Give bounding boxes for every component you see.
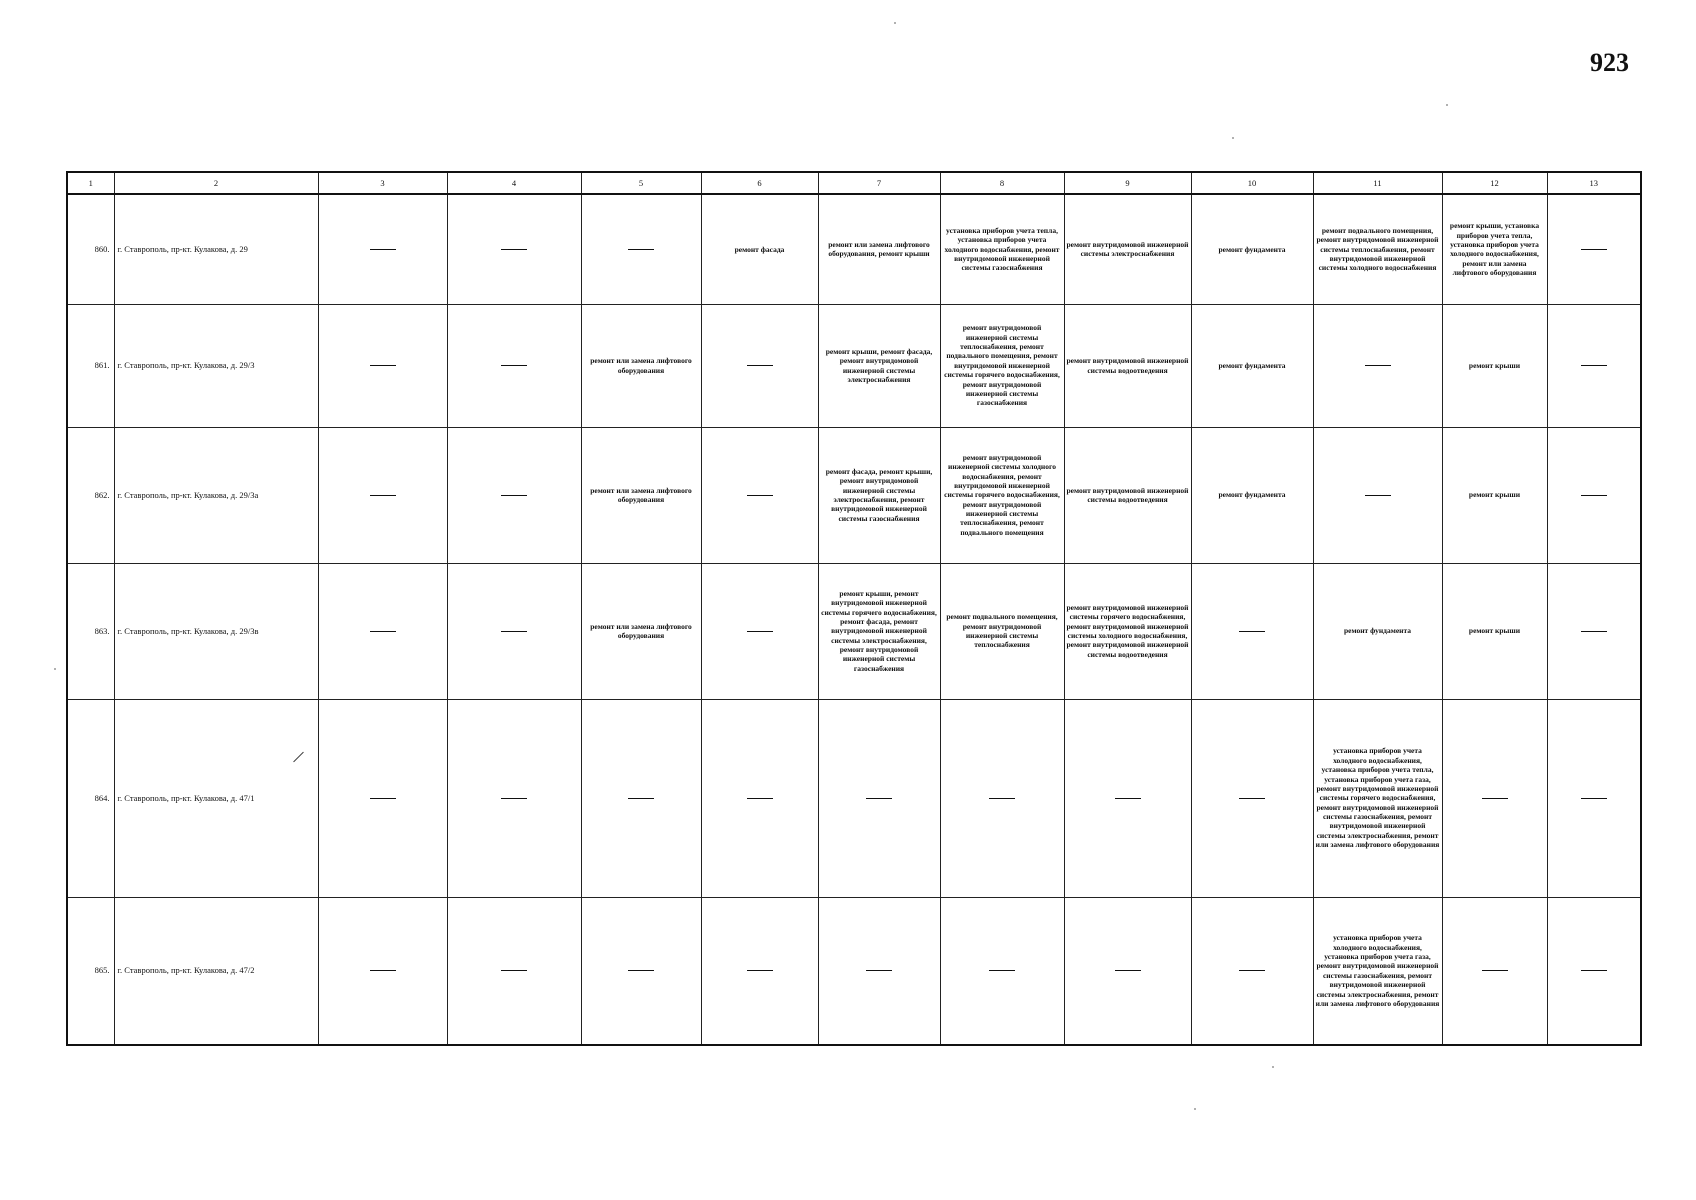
cell-col-13 — [1547, 304, 1641, 427]
cell-col-9: ремонт внутридомовой инженерной системы водоотведения — [1064, 304, 1191, 427]
table-row — [67, 563, 1641, 699]
scan-speck — [54, 668, 56, 670]
cell-col-9 — [1064, 897, 1191, 1045]
cell-col-3 — [318, 897, 447, 1045]
dash-mark — [989, 970, 1015, 971]
cell-col-3 — [318, 563, 447, 699]
cell-col-6 — [701, 897, 818, 1045]
dash-mark — [1365, 495, 1391, 496]
dash-mark — [370, 249, 396, 250]
dash-mark — [747, 631, 773, 632]
scan-speck — [1272, 1066, 1274, 1068]
table-row — [67, 427, 1641, 563]
table-row — [67, 194, 1641, 304]
cell-col-11: установка приборов учета холодного водоснабжения, установка приборов учета тепла, установка приборов учета газа, ремонт внутридомовой инженерной системы горячего водоснабжения, ремонт внутридомовой инженерной системы газоснабжения, ремонт внутридомовой инженерной системы электроснабжения, ремонт или замена лифтового оборудования — [1313, 699, 1442, 897]
dash-mark — [1239, 798, 1265, 799]
address-cell: г. Ставрополь, пр-кт. Кулакова, д. 47/2 — [114, 897, 318, 1045]
cell-col-5 — [581, 194, 701, 304]
dash-mark — [747, 798, 773, 799]
cell-col-6 — [701, 427, 818, 563]
scan-speck — [894, 22, 896, 24]
dash-mark — [501, 249, 527, 250]
dash-mark — [1581, 495, 1607, 496]
cell-col-10: ремонт фундамента — [1191, 194, 1313, 304]
cell-col-4 — [447, 897, 581, 1045]
dash-mark — [1482, 970, 1508, 971]
cell-col-10 — [1191, 563, 1313, 699]
address-cell: г. Ставрополь, пр-кт. Кулакова, д. 47/1 — [114, 699, 318, 897]
cell-col-12: ремонт крыши, установка приборов учета тепла, установка приборов учета холодного водоснабжения, ремонт или замена лифтового оборудования — [1442, 194, 1547, 304]
dash-mark — [1239, 970, 1265, 971]
cell-col-13 — [1547, 194, 1641, 304]
cell-col-5: ремонт или замена лифтового оборудования — [581, 563, 701, 699]
cell-col-11: ремонт фундамента — [1313, 563, 1442, 699]
dash-mark — [866, 970, 892, 971]
cell-col-6: ремонт фасада — [701, 194, 818, 304]
dash-mark — [370, 365, 396, 366]
cell-col-8 — [940, 897, 1064, 1045]
page-number: 923 — [1590, 48, 1629, 77]
dash-mark — [1581, 970, 1607, 971]
dash-mark — [1482, 798, 1508, 799]
address-cell: г. Ставрополь, пр-кт. Кулакова, д. 29/3в — [114, 563, 318, 699]
cell-col-12 — [1442, 699, 1547, 897]
row-number: 860. — [67, 194, 114, 304]
cell-col-9: ремонт внутридомовой инженерной системы водоотведения — [1064, 427, 1191, 563]
row-number: 862. — [67, 427, 114, 563]
cell-col-5: ремонт или замена лифтового оборудования — [581, 427, 701, 563]
dash-mark — [501, 631, 527, 632]
dash-mark — [747, 495, 773, 496]
table-row — [67, 699, 1641, 897]
column-header: 2 — [114, 172, 318, 194]
cell-col-8 — [940, 699, 1064, 897]
column-header: 10 — [1191, 172, 1313, 194]
cell-col-4 — [447, 563, 581, 699]
column-header: 3 — [318, 172, 447, 194]
header-row — [67, 172, 1641, 194]
dash-mark — [1115, 970, 1141, 971]
cell-col-4 — [447, 427, 581, 563]
dash-mark — [501, 970, 527, 971]
table-row — [67, 897, 1641, 1045]
cell-col-8: ремонт внутридомовой инженерной системы холодного водоснабжения, ремонт внутридомовой инженерной системы горячего водоснабжения, ремонт внутридомовой инженерной системы теплоснабжения, ремонт подвального помещения — [940, 427, 1064, 563]
cell-col-12: ремонт крыши — [1442, 304, 1547, 427]
cell-col-10 — [1191, 897, 1313, 1045]
cell-col-5 — [581, 699, 701, 897]
cell-col-5: ремонт или замена лифтового оборудования — [581, 304, 701, 427]
row-number: 863. — [67, 563, 114, 699]
cell-col-13 — [1547, 897, 1641, 1045]
row-number: 864. — [67, 699, 114, 897]
cell-col-7: ремонт крыши, ремонт фасада, ремонт внутридомовой инженерной системы электроснабжения — [818, 304, 940, 427]
cell-col-12 — [1442, 897, 1547, 1045]
dash-mark — [1115, 798, 1141, 799]
cell-col-11: установка приборов учета холодного водоснабжения, установка приборов учета газа, ремонт внутридомовой инженерной системы газоснабжения, ремонт внутридомовой инженерной системы электроснабжения, ремонт или замена лифтового оборудования — [1313, 897, 1442, 1045]
dash-mark — [628, 970, 654, 971]
cell-col-8: ремонт внутридомовой инженерной системы теплоснабжения, ремонт подвального помещения, ремонт внутридомовой инженерной системы горячего водоснабжения, ремонт внутридомовой инженерной системы газоснабжения — [940, 304, 1064, 427]
dash-mark — [1365, 365, 1391, 366]
cell-col-13 — [1547, 563, 1641, 699]
dash-mark — [747, 970, 773, 971]
address-cell: г. Ставрополь, пр-кт. Кулакова, д. 29/3а — [114, 427, 318, 563]
cell-col-3 — [318, 194, 447, 304]
address-cell: г. Ставрополь, пр-кт. Кулакова, д. 29 — [114, 194, 318, 304]
column-header: 9 — [1064, 172, 1191, 194]
cell-col-6 — [701, 304, 818, 427]
cell-col-5 — [581, 897, 701, 1045]
repair-schedule-table — [66, 171, 1642, 1046]
dash-mark — [370, 495, 396, 496]
cell-col-9: ремонт внутридомовой инженерной системы горячего водоснабжения, ремонт внутридомовой инженерной системы холодного водоснабжения, ремонт внутридомовой инженерной системы водоотведения — [1064, 563, 1191, 699]
column-header: 4 — [447, 172, 581, 194]
cell-col-6 — [701, 563, 818, 699]
dash-mark — [370, 631, 396, 632]
cell-col-4 — [447, 699, 581, 897]
cell-col-10 — [1191, 699, 1313, 897]
dash-mark — [1581, 249, 1607, 250]
cell-col-12: ремонт крыши — [1442, 427, 1547, 563]
cell-col-3 — [318, 427, 447, 563]
dash-mark — [866, 798, 892, 799]
dash-mark — [370, 970, 396, 971]
scan-speck — [1446, 104, 1448, 106]
dash-mark — [1581, 365, 1607, 366]
cell-col-8: установка приборов учета тепла, установка приборов учета холодного водоснабжения, ремонт внутридомовой инженерной системы газоснабжения — [940, 194, 1064, 304]
cell-col-7 — [818, 897, 940, 1045]
column-header: 6 — [701, 172, 818, 194]
dash-mark — [747, 365, 773, 366]
column-header: 7 — [818, 172, 940, 194]
cell-col-10: ремонт фундамента — [1191, 427, 1313, 563]
dash-mark — [628, 798, 654, 799]
cell-col-3 — [318, 304, 447, 427]
column-header: 5 — [581, 172, 701, 194]
dash-mark — [1239, 631, 1265, 632]
cell-col-4 — [447, 304, 581, 427]
cell-col-13 — [1547, 427, 1641, 563]
cell-col-4 — [447, 194, 581, 304]
cell-col-11 — [1313, 427, 1442, 563]
dash-mark — [989, 798, 1015, 799]
cell-col-9 — [1064, 699, 1191, 897]
row-number: 861. — [67, 304, 114, 427]
dash-mark — [501, 798, 527, 799]
dash-mark — [501, 365, 527, 366]
cell-col-10: ремонт фундамента — [1191, 304, 1313, 427]
cell-col-7: ремонт или замена лифтового оборудования, ремонт крыши — [818, 194, 940, 304]
column-header: 1 — [67, 172, 114, 194]
scan-speck — [1194, 1108, 1196, 1110]
dash-mark — [1581, 631, 1607, 632]
row-number: 865. — [67, 897, 114, 1045]
scan-speck — [1232, 137, 1234, 139]
cell-col-7 — [818, 699, 940, 897]
address-cell: г. Ставрополь, пр-кт. Кулакова, д. 29/3 — [114, 304, 318, 427]
column-header: 11 — [1313, 172, 1442, 194]
column-header: 12 — [1442, 172, 1547, 194]
cell-col-11 — [1313, 304, 1442, 427]
table-body — [67, 194, 1641, 1045]
cell-col-3 — [318, 699, 447, 897]
table-row — [67, 304, 1641, 427]
dash-mark — [1581, 798, 1607, 799]
dash-mark — [628, 249, 654, 250]
cell-col-7: ремонт фасада, ремонт крыши, ремонт внутридомовой инженерной системы электроснабжения, ремонт внутридомовой инженерной системы газоснабжения — [818, 427, 940, 563]
cell-col-12: ремонт крыши — [1442, 563, 1547, 699]
cell-col-11: ремонт подвального помещения, ремонт внутридомовой инженерной системы теплоснабжения, ремонт внутридомовой инженерной системы холодного водоснабжения — [1313, 194, 1442, 304]
cell-col-8: ремонт подвального помещения, ремонт внутридомовой инженерной системы теплоснабжения — [940, 563, 1064, 699]
dash-mark — [370, 798, 396, 799]
cell-col-9: ремонт внутридомовой инженерной системы электроснабжения — [1064, 194, 1191, 304]
cell-col-6 — [701, 699, 818, 897]
dash-mark — [501, 495, 527, 496]
column-header: 13 — [1547, 172, 1641, 194]
column-header: 8 — [940, 172, 1064, 194]
cell-col-13 — [1547, 699, 1641, 897]
cell-col-7: ремонт крыши, ремонт внутридомовой инженерной системы горячего водоснабжения, ремонт фасада, ремонт внутридомовой инженерной системы электроснабжения, ремонт внутридомовой инженерной системы газоснабжения — [818, 563, 940, 699]
